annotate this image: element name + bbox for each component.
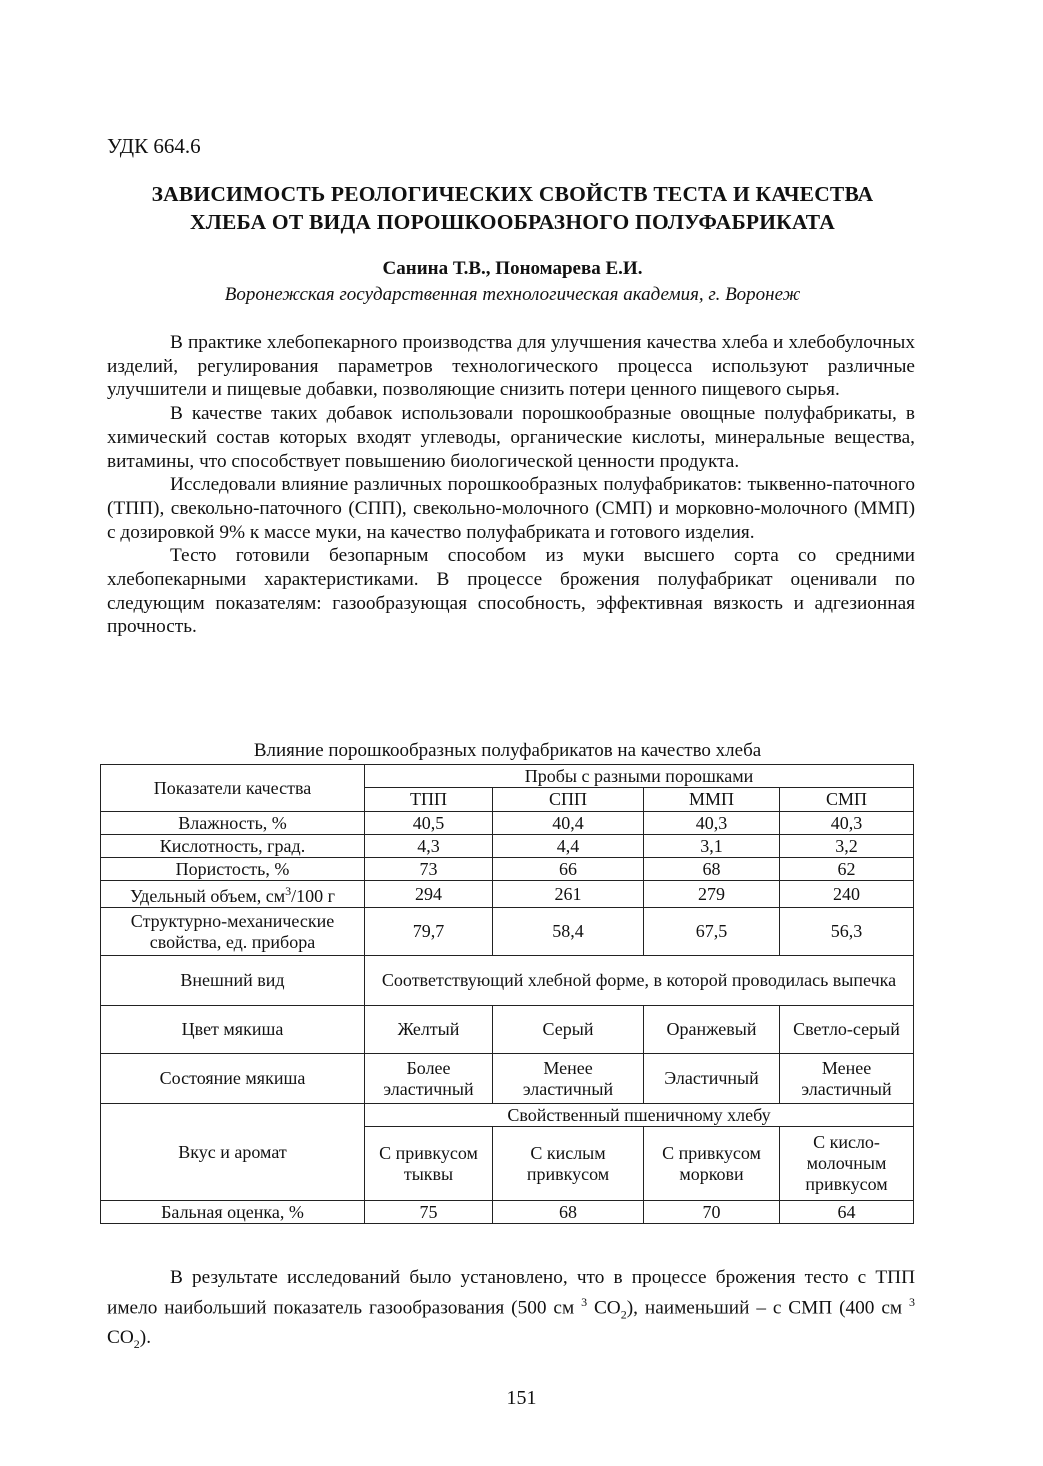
row-label-text: Удельный объем, см [129, 886, 286, 906]
row-label: Состояние мякиша [101, 1054, 365, 1104]
table-cell: 294 [365, 881, 493, 908]
column-header: ТПП [365, 788, 493, 812]
table-cell: 64 [780, 1201, 914, 1224]
row-label: Пористость, % [101, 858, 365, 881]
subscript: 2 [133, 1337, 140, 1352]
title-line-2: ХЛЕБА ОТ ВИДА ПОРОШКООБРАЗНОГО ПОЛУФАБРИКАТА [190, 210, 835, 234]
header-indicator: Показатели качества [101, 765, 365, 812]
table-cell-merged: Свойственный пшеничному хлебу [365, 1104, 914, 1127]
quality-table [100, 764, 914, 1224]
table-cell: Более эластичный [365, 1054, 493, 1104]
table-cell: С кислым привкусом [493, 1127, 644, 1201]
table-row [101, 956, 914, 1006]
table-row [101, 1201, 914, 1224]
row-label-unit: /100 г [291, 886, 336, 906]
header-group: Пробы с разными порошками [365, 765, 914, 788]
table-cell: С кисло-молочным привкусом [780, 1127, 914, 1201]
table-cell: 68 [493, 1201, 644, 1224]
table-cell: 40,4 [493, 812, 644, 835]
table-cell: 62 [780, 858, 914, 881]
table-cell: Оранжевый [644, 1006, 780, 1054]
superscript: 3 [581, 1295, 588, 1309]
formula-text: CO [587, 1297, 621, 1319]
table-cell: 279 [644, 881, 780, 908]
paragraph: Тесто готовили безопарным способом из муки высшего сорта со средними хлебопекарными характеристиками. В процессе брожения полуфабрикат оценивали по следующим показателям: газообразующая способность, эффективная вязкость и адгезионная прочность. [107, 545, 915, 638]
column-header: СПП [493, 788, 644, 812]
table-caption: Влияние порошкообразных полуфабрикатов на качество хлеба [253, 740, 762, 761]
table-row [101, 812, 914, 835]
row-label: Бальная оценка, % [101, 1201, 365, 1224]
table-row [101, 881, 914, 908]
table-cell: 66 [493, 858, 644, 881]
table-cell: 3,1 [644, 835, 780, 858]
udk-code: УДК 664.6 [107, 134, 201, 158]
paragraph: Исследовали влияние различных порошкообразных полуфабрикатов: тыквенно-паточного (ТПП), свекольно-паточного (СПП), свекольно-молочного (СМП) и морковно-молочного (ММП) с дозировкой 9% к массе муки, на качество полуфабриката и готового изделия. [107, 474, 915, 543]
conclusion-text: ). [139, 1327, 152, 1349]
conclusion-text: В результате исследований было установлено, что в процессе брожения тесто с ТПП имело наибольший показатель газообразования (500 см [107, 1267, 915, 1319]
paragraph: В практике хлебопекарного производства для улучшения качества хлеба и хлебобулочных изделий, регулирования параметров технологического процесса используют различные улучшители и пищевые добавки, позволяющие снизить потери ценного пищевого сырья. [107, 332, 915, 401]
table-cell: 240 [780, 881, 914, 908]
table-cell: Серый [493, 1006, 644, 1054]
table-cell: 68 [644, 858, 780, 881]
table-row [101, 908, 914, 956]
table-cell: 79,7 [365, 908, 493, 956]
table-cell: С привкусом тыквы [365, 1127, 493, 1201]
article-body [107, 331, 915, 639]
row-label [101, 881, 365, 908]
row-label: Вкус и аромат [101, 1104, 365, 1201]
table-cell: 261 [493, 881, 644, 908]
authors: Санина Т.В., Пономарева Е.И. [382, 258, 643, 279]
column-header: ММП [644, 788, 780, 812]
superscript: 3 [909, 1295, 915, 1309]
table-cell: 75 [365, 1201, 493, 1224]
table-row [101, 835, 914, 858]
conclusion [107, 1266, 915, 1356]
page-number: 151 [506, 1387, 537, 1409]
table-cell-merged: Соответствующий хлебной форме, в которой проводилась выпечка [365, 956, 914, 1006]
table-cell: Менее эластичный [780, 1054, 914, 1104]
table-cell: 58,4 [493, 908, 644, 956]
table-cell: Светло-серый [780, 1006, 914, 1054]
row-label: Цвет мякиша [101, 1006, 365, 1054]
title-line-1: ЗАВИСИМОСТЬ РЕОЛОГИЧЕСКИХ СВОЙСТВ ТЕСТА И КАЧЕСТВА [151, 182, 874, 206]
table-cell: 56,3 [780, 908, 914, 956]
row-label: Внешний вид [101, 956, 365, 1006]
conclusion-text: ), наименьший – с СМП (400 см [626, 1297, 903, 1319]
table-cell: 67,5 [644, 908, 780, 956]
table-cell: 40,3 [780, 812, 914, 835]
table-row [101, 1054, 914, 1104]
table-cell: Менее эластичный [493, 1054, 644, 1104]
table-cell: Эластичный [644, 1054, 780, 1104]
subscript: 2 [620, 1307, 627, 1322]
table-cell: 40,5 [365, 812, 493, 835]
formula-text: CO [107, 1327, 134, 1349]
table-row [101, 1104, 914, 1127]
table-cell: 3,2 [780, 835, 914, 858]
affiliation: Воронежская государственная технологическая академия, г. Воронеж [224, 284, 801, 305]
table-row [101, 858, 914, 881]
table-cell: 4,3 [365, 835, 493, 858]
article-title [90, 180, 935, 236]
paragraph: В качестве таких добавок использовали порошкообразные овощные полуфабрикаты, в химический состав которых входят углеводы, органические кислоты, минеральные вещества, витамины, что способствует повышению биологической ценности продукта. [107, 403, 915, 472]
column-header: СМП [780, 788, 914, 812]
conclusion-paragraph [107, 1266, 915, 1356]
table-cell: 73 [365, 858, 493, 881]
table-cell: 70 [644, 1201, 780, 1224]
table-row [101, 1006, 914, 1054]
table-cell: Желтый [365, 1006, 493, 1054]
table-cell: 40,3 [644, 812, 780, 835]
row-label: Влажность, % [101, 812, 365, 835]
superscript: 3 [285, 884, 292, 898]
table-cell: С привкусом моркови [644, 1127, 780, 1201]
table-cell: 4,4 [493, 835, 644, 858]
row-label: Структурно-механические свойства, ед. прибора [101, 908, 365, 956]
row-label: Кислотность, град. [101, 835, 365, 858]
